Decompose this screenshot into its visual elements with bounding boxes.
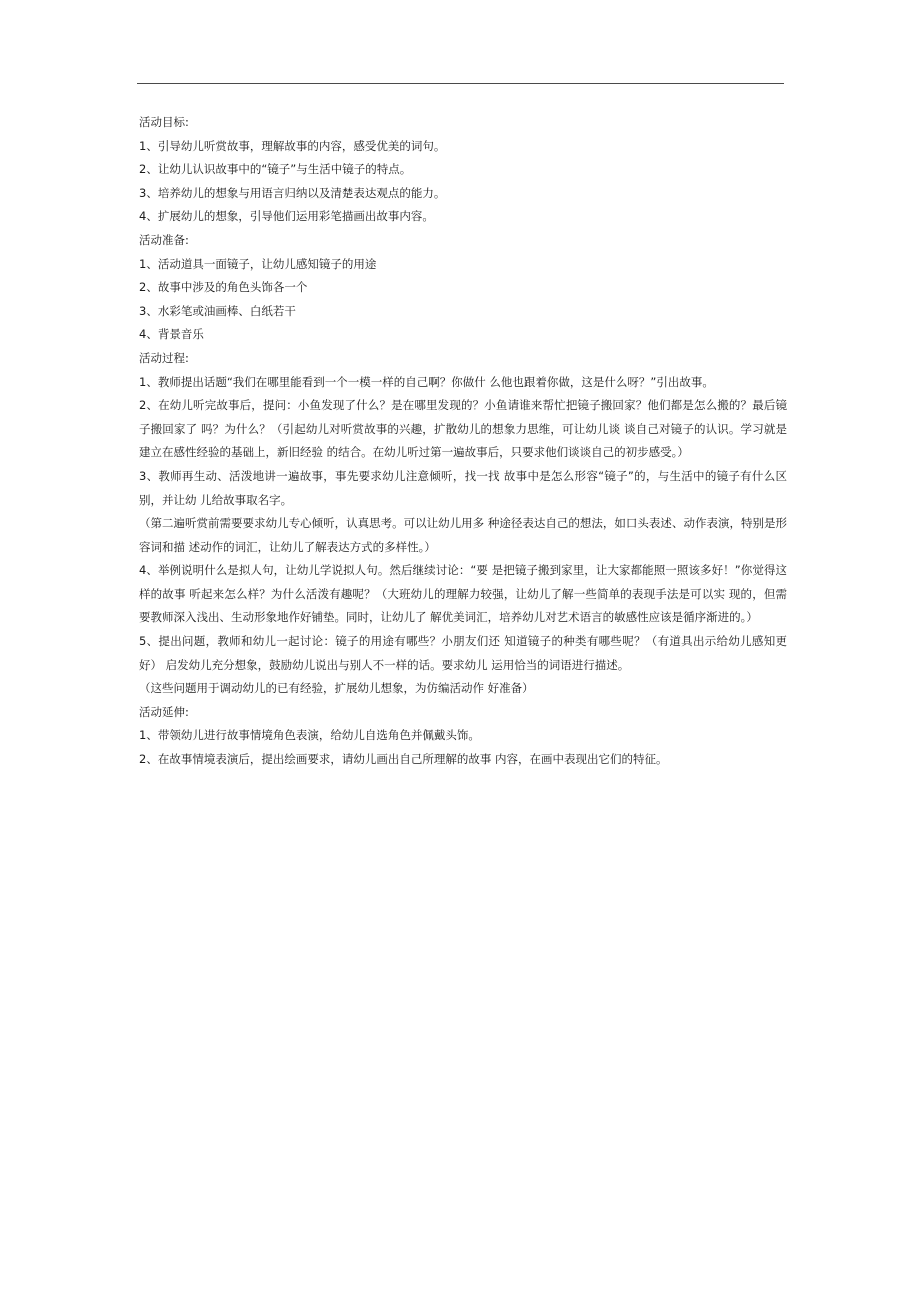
- process-heading: 活动过程:: [139, 350, 189, 365]
- process-item: 2、在幼儿听完故事后，提问：小鱼发现了什么？是在哪里发现的？小鱼请谁来帮忙把镜子搬回家？他们都是怎么搬的？最后镜子搬回家了 吗？为什么？（引起幼儿对听赏故事的兴趣，扩散幼儿的想象力思维，可让幼儿谈 谈自己对镜子的认识。学习就是建立在感性经验的基础上，新旧经验 的结合。在幼儿听过第一遍故事后，只要求他们谈谈自己的初步感受。）: [139, 398, 787, 460]
- prep-heading: 活动准备:: [139, 232, 189, 247]
- extension-item: 1、带领幼儿进行故事情境角色表演，给幼儿自选角色并佩戴头饰。: [139, 728, 480, 743]
- goals-heading: 活动目标:: [139, 115, 189, 129]
- extension-heading: 活动延伸:: [139, 704, 189, 719]
- process-item: 4、举例说明什么是拟人句，让幼儿学说拟人句。然后继续讨论：“要 是把镜子搬到家里，让大家都能照一照该多好！”你觉得这样的故事 听起来怎么样？为什么活泼有趣呢？（大班幼儿的理解力较强，让幼儿了解一些简单的表现手法是可以实 现的，但需要教师深入浅出、生动形象地作好铺垫。同时，让幼儿了 解优美词汇，培养幼儿对艺术语言的敏感性应该是循序渐进的。）: [139, 563, 787, 625]
- document-body: [139, 111, 787, 772]
- prep-item: 1、活动道具一面镜子，让幼儿感知镜子的用途: [139, 256, 377, 271]
- prep-item: 2、故事中涉及的角色头饰各一个: [139, 280, 308, 295]
- prep-item: 4、背景音乐: [139, 327, 204, 342]
- process-item: 3、教师再生动、活泼地讲一遍故事，事先要求幼儿注意倾听，找一找 故事中是怎么形容“镜子”的，与生活中的镜子有什么区别，并让幼 儿给故事取名字。: [139, 468, 787, 507]
- process-note: （第二遍听赏前需要要求幼儿专心倾听，认真思考。可以让幼儿用多 种途径表达自己的想法，如口头表述、动作表演，特别是形容词和描 述动作的词汇，让幼儿了解表达方式的多样性。）: [139, 516, 787, 554]
- extension-item: 2、在故事情境表演后，提出绘画要求，请幼儿画出自己所理解的故事 内容，在画中表现出它们的特征。: [139, 752, 668, 767]
- goal-item: 2、让幼儿认识故事中的“镜子”与生活中镜子的特点。: [139, 162, 412, 177]
- header-rule: [137, 83, 784, 84]
- process-item: 5、提出问题，教师和幼儿一起讨论：镜子的用途有哪些？小朋友们还 知道镜子的种类有哪些呢？（有道具出示给幼儿感知更好） 启发幼儿充分想象，鼓励幼儿说出与别人不一样的话。要求幼儿 运用恰当的词语进行描述。: [139, 634, 787, 672]
- prep-item: 3、水彩笔或油画棒、白纸若干: [139, 303, 296, 318]
- process-item: 1、教师提出话题“我们在哪里能看到一个一模一样的自己啊？你做什 么他也跟着你做，这是什么呀？”引出故事。: [139, 374, 714, 389]
- goal-item: 4、扩展幼儿的想象，引导他们运用彩笔描画出故事内容。: [139, 209, 434, 224]
- goal-item: 1、引导幼儿听赏故事，理解故事的内容，感受优美的词句。: [139, 138, 446, 153]
- process-note: （这些问题用于调动幼儿的已有经验，扩展幼儿想象，为仿编活动作 好准备）: [139, 681, 534, 696]
- goal-item: 3、培养幼儿的想象与用语言归纳以及清楚表达观点的能力。: [139, 185, 446, 200]
